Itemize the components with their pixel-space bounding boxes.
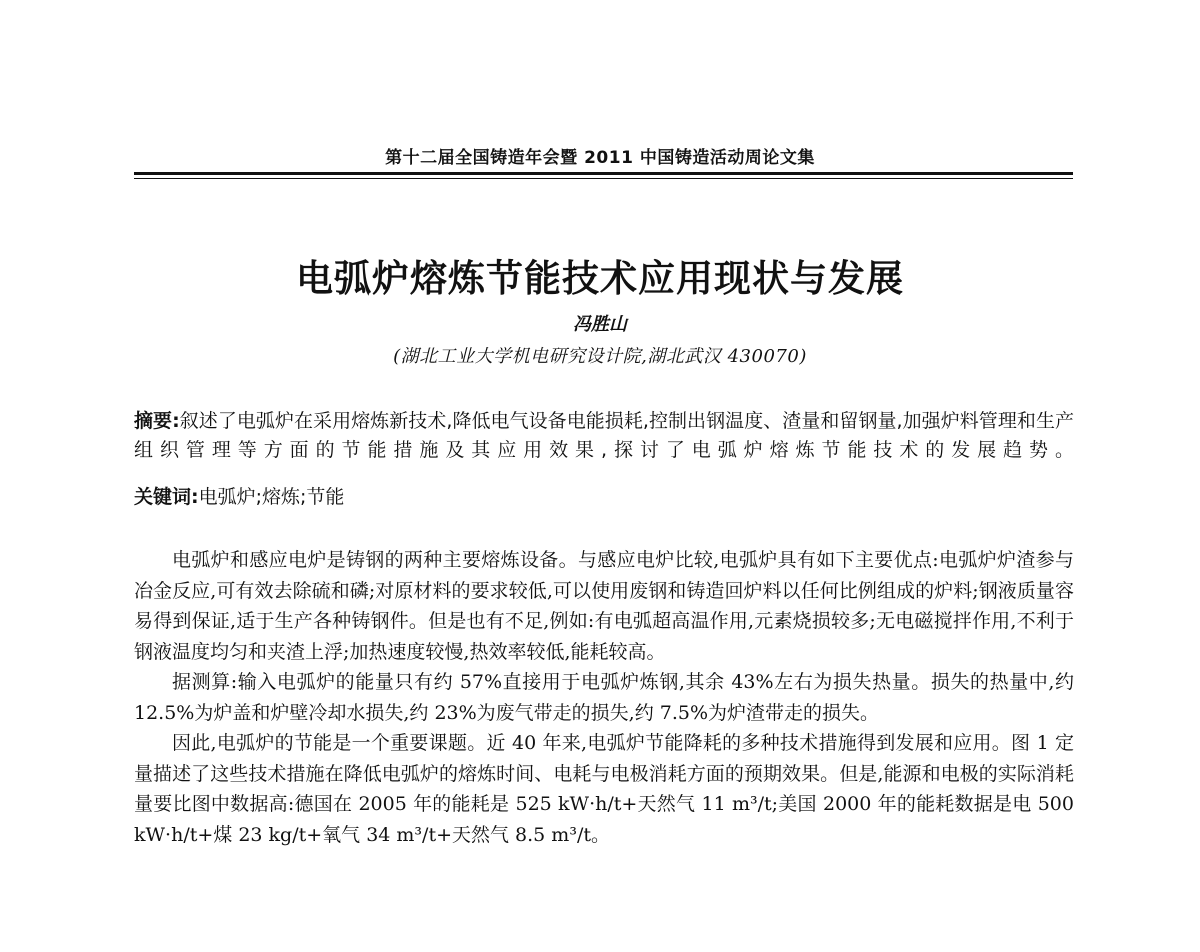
author-affiliation: (湖北工业大学机电研究设计院,湖北武汉 430070) [393,346,807,367]
paper-title: 电弧炉熔炼节能技术应用现状与发展 [296,257,904,300]
body-paragraph-2: 据测算:输入电弧炉的能量只有约 57%直接用于电弧炉炼钢,其余 43%左右为损失热量。损失的热量中,约 12.5%为炉盖和炉壁冷却水损失,约 23%为废气带走的损失,约 7.5%为炉渣带走的损失。 [134,671,1074,724]
keywords [134,483,1074,512]
body-paragraph-3: 因此,电弧炉的节能是一个重要课题。近 40 年来,电弧炉节能降耗的多种技术措施得到发展和应用。图 1 定量描述了这些技术措施在降低电弧炉的熔炼时间、电耗与电极消耗方面的预期效果。但是,能源和电极的实际消耗量要比图中数据高:德国在 2005 年的能耗是 525 kW·h/t+天然气 11 m³/t;美国 2000 年的能耗数据是电 500 kW·h/t+煤 23 kg/t+氧气 34 m³/t+天然气 8.5 m³/t。 [134,732,1074,846]
body-paragraph-1: 电弧炉和感应电炉是铸钢的两种主要熔炼设备。与感应电炉比较,电弧炉具有如下主要优点:电弧炉炉渣参与冶金反应,可有效去除硫和磷;对原材料的要求较低,可以使用废钢和铸造回炉料以任何比例组成的炉料;钢液质量容易得到保证,适于生产各种铸钢件。但是也有不足,例如:有电弧超高温作用,元素烧损较多;无电磁搅拌作用,不利于钢液温度均匀和夹渣上浮;加热速度较慢,热效率较低,能耗较高。 [134,549,1074,663]
keywords-label: 关键词: [134,486,199,508]
keywords-text: 电弧炉;熔炼;节能 [198,486,345,508]
author-name: 冯胜山 [573,314,627,335]
header-rule-thin [134,178,1073,179]
body-text [134,545,1074,850]
running-header: 第十二届全国铸造年会暨 2011 中国铸造活动周论文集 [385,148,815,168]
abstract-label: 摘要: [134,410,180,432]
abstract-text: 叙述了电弧炉在采用熔炼新技术,降低电气设备电能损耗,控制出钢温度、渣量和留钢量,加强炉料管理和生产组织管理等方面的节能措施及其应用效果,探讨了电弧炉熔炼节能技术的发展趋势。 [134,410,1074,461]
header-rule-thick [134,172,1073,175]
abstract [134,407,1074,465]
